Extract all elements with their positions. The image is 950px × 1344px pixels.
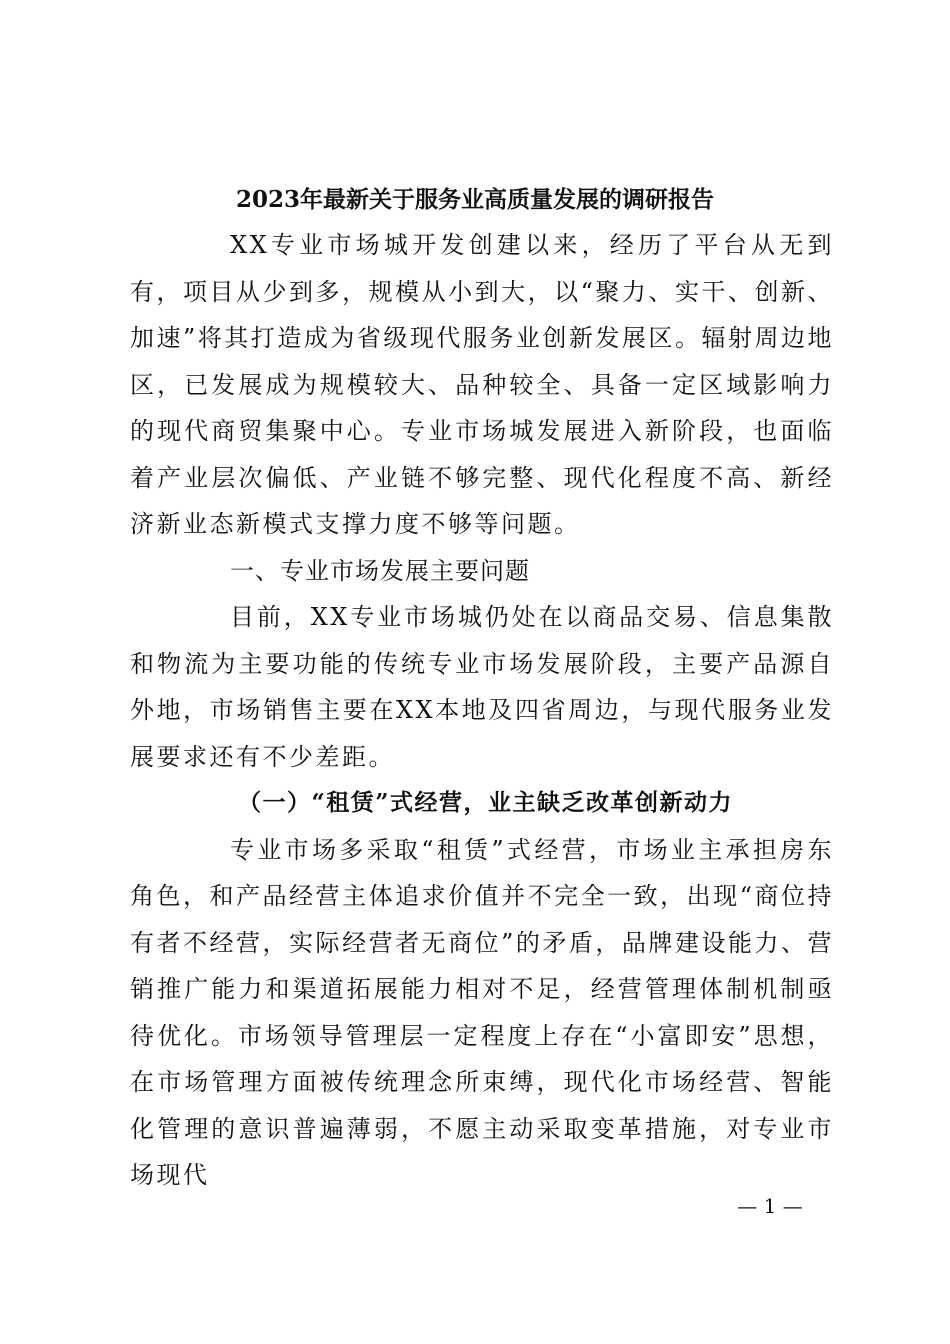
subsection-paragraph: 专业市场多采取“租赁”式经营，市场业主承担房东角色，和产品经营主体追求价值并不完全一致，出现“商位持有者不经营，实际经营者无商位”的矛盾，品牌建设能力、营销推广能力和渠道拓展能力相对不足，经营管理体制机制亟待优化。市场领导管理层一定程度上存在“小富即安”思想，在市场管理方面被传统理念所束缚，现代化市场经营、智能化管理的意识普遍薄弱，不愿主动采取变革措施，对专业市场现代 — [130, 835, 834, 1189]
section-paragraph: 目前，XX专业市场城仍处在以商品交易、信息集散和物流为主要功能的传统专业市场发展阶段，主要产品源自外地，市场销售主要在XX本地及四省周边，与现代服务业发展要求还有不少差距。 — [130, 603, 834, 771]
intro-paragraph: XX专业市场城开发创建以来，经历了平台从无到有，项目从少到多，规模从小到大，以“聚力、实干、创新、加速”将其打造成为省级现代服务业创新发展区。辐射周边地区，已发展成为规模较大、品种较全、具备一定区域影响力的现代商贸集聚中心。专业市场城发展进入新阶段，也面临着产业层次偏低、产业链不够完整、现代化程度不高、新经济新业态新模式支撑力度不够等问题。 — [130, 231, 834, 538]
page-number: — 1 — — [737, 1194, 803, 1218]
subsection-heading: （一）“租赁”式经营，业主缺乏改革创新动力 — [238, 789, 733, 816]
section-heading: 一、专业市场发展主要问题 — [230, 556, 530, 585]
document-title: 2023年最新关于服务业高质量发展的调研报告 — [235, 186, 714, 213]
document-body — [130, 222, 834, 1199]
